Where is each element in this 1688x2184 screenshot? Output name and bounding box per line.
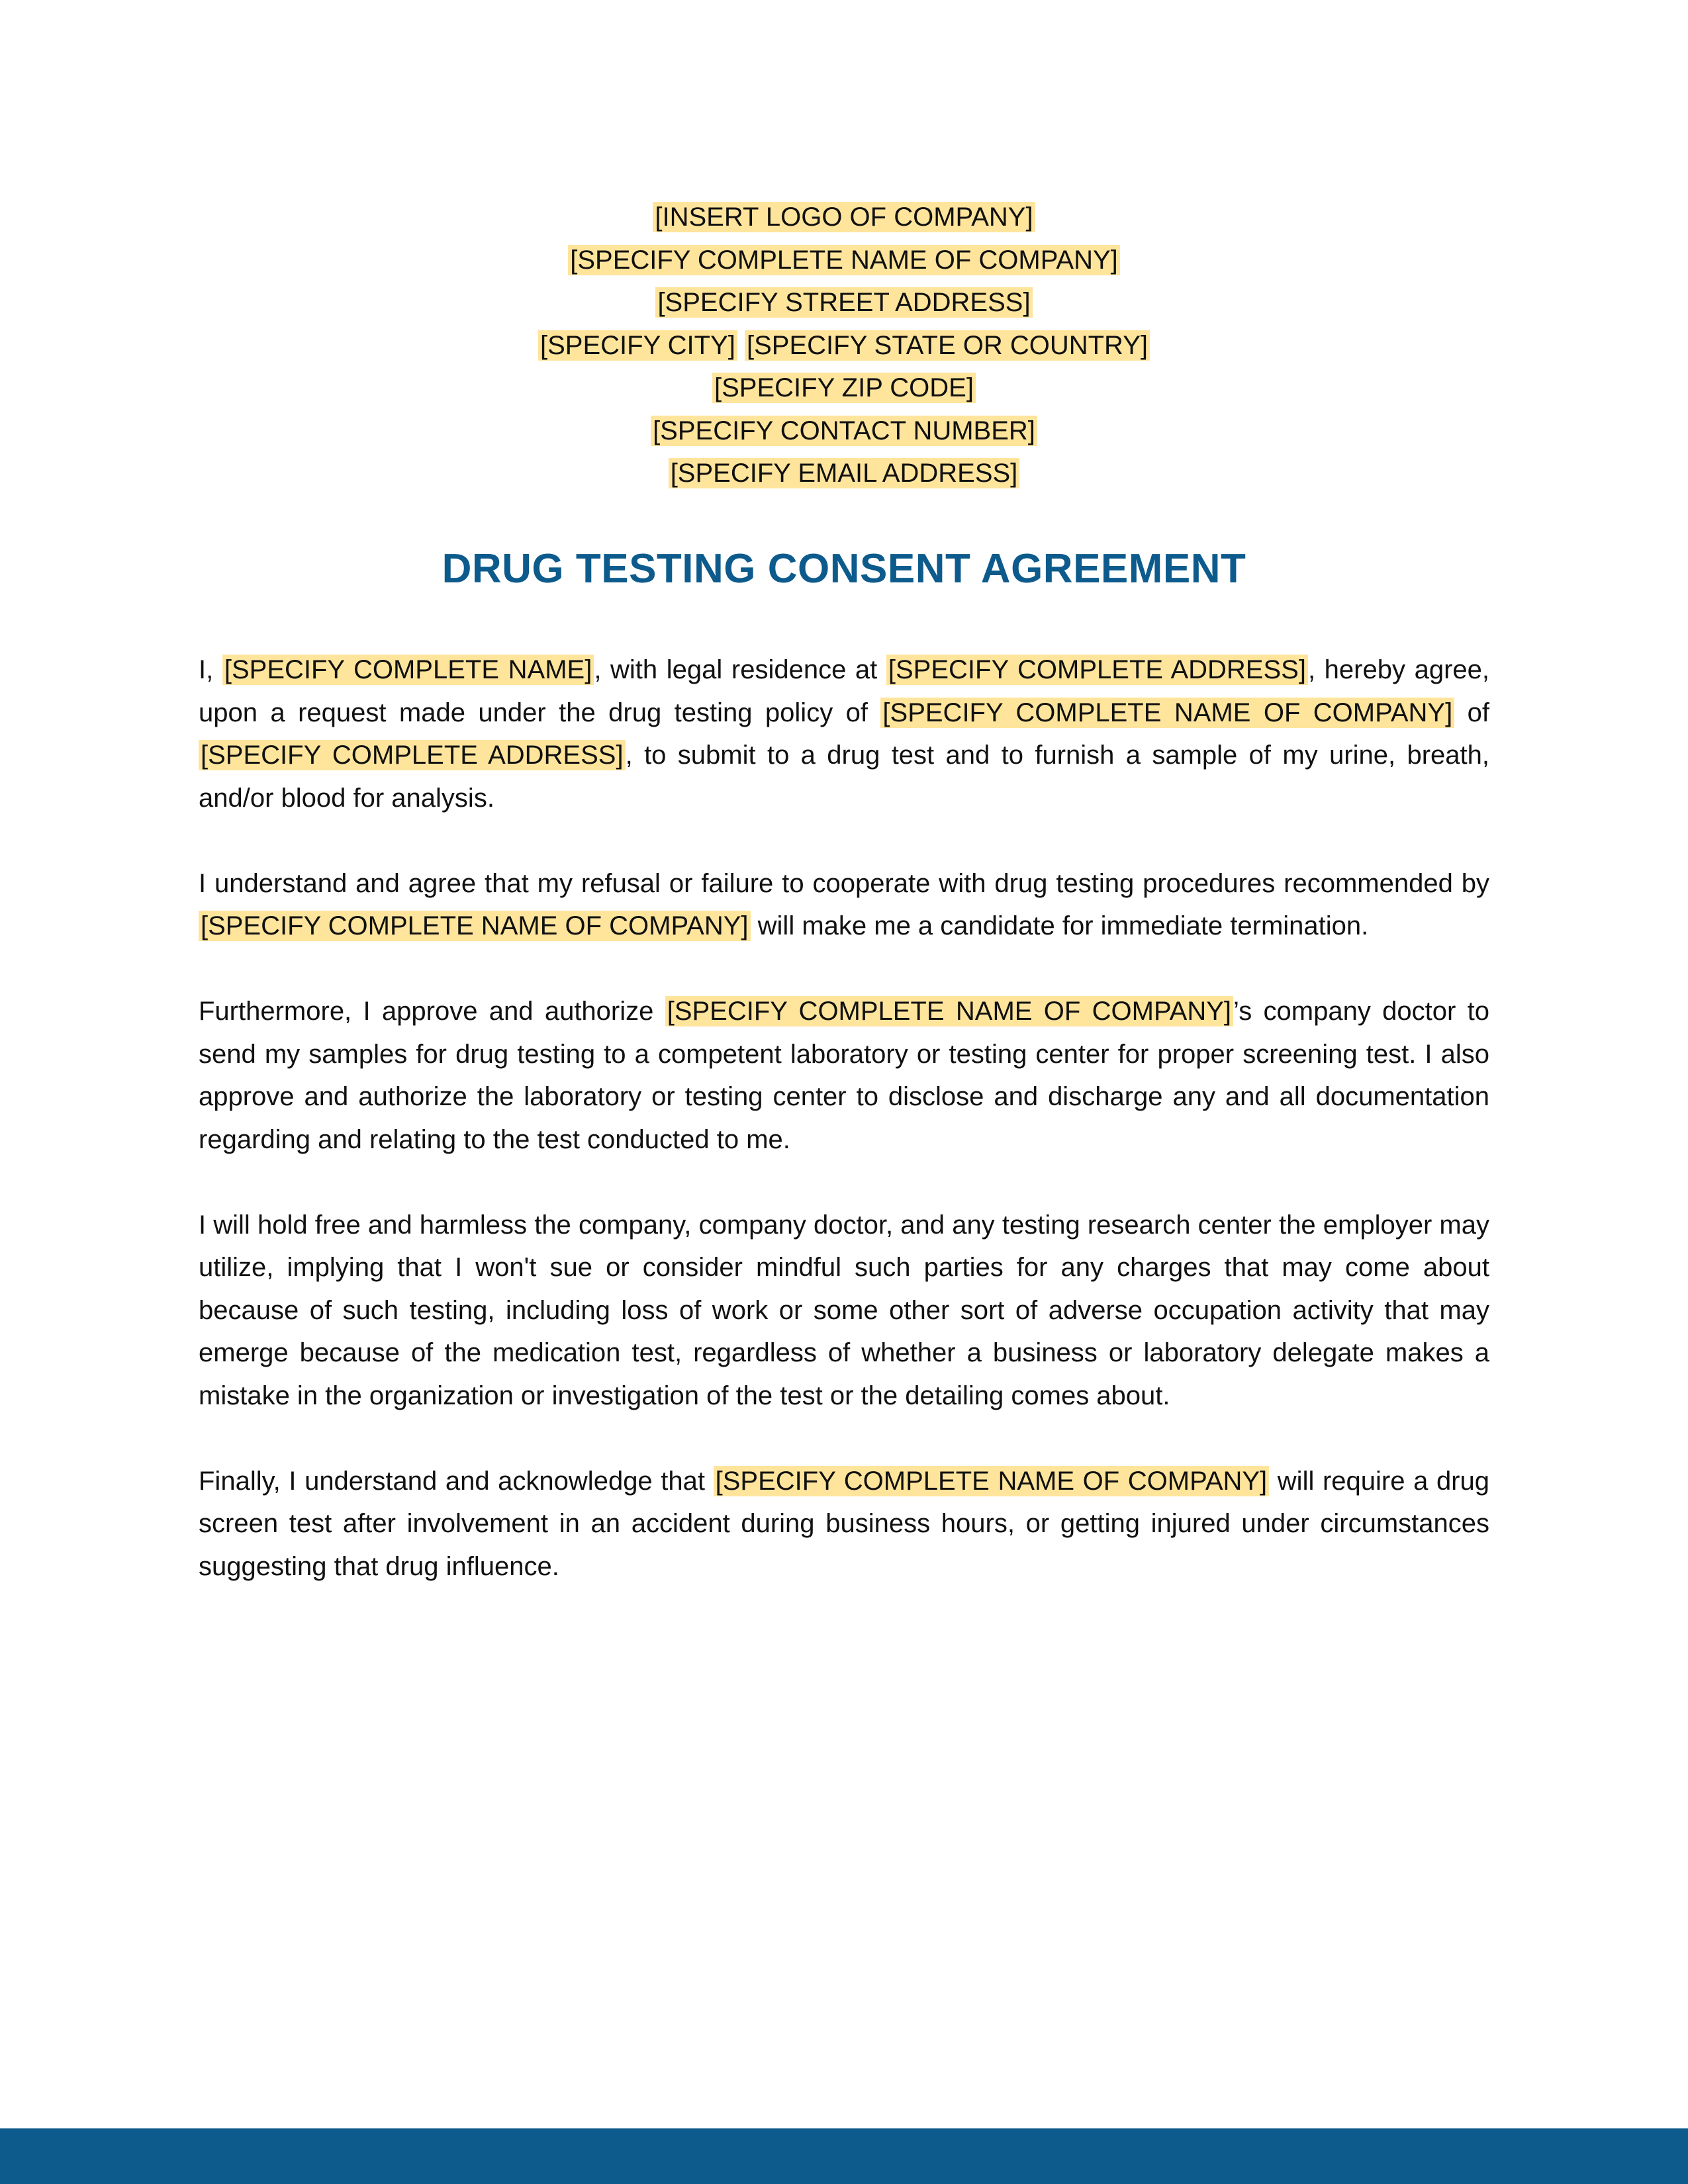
email-address-line bbox=[0, 452, 1688, 495]
company-name-placeholder: [SPECIFY COMPLETE NAME OF COMPANY] bbox=[199, 911, 751, 941]
company-name-placeholder: [SPECIFY COMPLETE NAME OF COMPANY] bbox=[568, 245, 1120, 275]
street-address-placeholder: [SPECIFY STREET ADDRESS] bbox=[655, 287, 1032, 318]
text-segment: will require a drug screen test after involvement in an accident during business hours, or getting injured under circumstances suggesting that drug influence. bbox=[199, 1466, 1489, 1581]
text-segment: I will hold free and harmless the company, company doctor, and any testing research center the employer may utilize, implying that I won't sue or consider mindful such parties for any charges that may come about because of such testing, including loss of work or some other sort of adverse occupation activity that may emerge because of the medication test, regardless of whether a business or laboratory delegate makes a mistake in the organization or investigation of the test or the detailing comes about. bbox=[199, 1210, 1489, 1410]
text-segment: I understand and agree that my refusal or failure to cooperate with drug testing procedures recommended by bbox=[199, 868, 1489, 898]
paragraph-release bbox=[199, 1204, 1489, 1418]
logo-placeholder: [INSERT LOGO OF COMPANY] bbox=[653, 202, 1035, 232]
street-address-line bbox=[0, 281, 1688, 324]
paragraph-acknowledgement bbox=[199, 1460, 1489, 1588]
company-address-placeholder: [SPECIFY COMPLETE ADDRESS] bbox=[199, 740, 626, 770]
complete-address-placeholder: [SPECIFY COMPLETE ADDRESS] bbox=[886, 655, 1308, 685]
logo-placeholder-line bbox=[0, 196, 1688, 239]
complete-name-placeholder: [SPECIFY COMPLETE NAME] bbox=[222, 655, 594, 685]
text-segment: Furthermore, I approve and authorize bbox=[199, 997, 665, 1026]
text-segment: will make me a candidate for immediate termination. bbox=[750, 911, 1369, 940]
city-placeholder: [SPECIFY CITY] bbox=[538, 330, 737, 361]
footer-bar bbox=[0, 2128, 1688, 2184]
company-name-placeholder: [SPECIFY COMPLETE NAME OF COMPANY] bbox=[665, 996, 1233, 1026]
email-address-placeholder: [SPECIFY EMAIL ADDRESS] bbox=[669, 458, 1020, 488]
document-title: DRUG TESTING CONSENT AGREEMENT bbox=[442, 546, 1246, 592]
zip-code-line bbox=[0, 367, 1688, 410]
text-segment: , hereby agree, upon a request made under the drug testing policy of bbox=[199, 655, 1490, 727]
company-name-line bbox=[0, 239, 1688, 282]
text-segment: Finally, I understand and acknowledge that bbox=[199, 1466, 714, 1496]
company-name-placeholder: [SPECIFY COMPLETE NAME OF COMPANY] bbox=[714, 1466, 1270, 1496]
state-placeholder: [SPECIFY STATE OR COUNTRY] bbox=[745, 330, 1150, 361]
city-state-line bbox=[0, 324, 1688, 367]
company-name-placeholder: [SPECIFY COMPLETE NAME OF COMPANY] bbox=[880, 698, 1454, 728]
text-segment: I, bbox=[199, 655, 222, 684]
agreement-body bbox=[199, 649, 1489, 1631]
paragraph-authorization bbox=[199, 990, 1489, 1161]
text-segment: , with legal residence at bbox=[594, 655, 886, 684]
zip-code-placeholder: [SPECIFY ZIP CODE] bbox=[712, 373, 976, 403]
text-segment: ’s company doctor to send my samples for drug testing to a competent laboratory or testing center for proper screening test. I also approve and authorize the laboratory or testing center to disclose and discharge any and all documentation regarding and relating to the test conducted to me. bbox=[199, 997, 1489, 1154]
text-segment: of bbox=[1454, 698, 1489, 727]
paragraph-consent bbox=[199, 649, 1489, 819]
contact-number-line bbox=[0, 410, 1688, 453]
company-header bbox=[0, 196, 1688, 495]
contact-number-placeholder: [SPECIFY CONTACT NUMBER] bbox=[651, 416, 1037, 446]
text-segment: , to submit to a drug test and to furnish a sample of my urine, breath, and/or blood for analysis. bbox=[199, 741, 1489, 813]
paragraph-refusal bbox=[199, 862, 1489, 948]
